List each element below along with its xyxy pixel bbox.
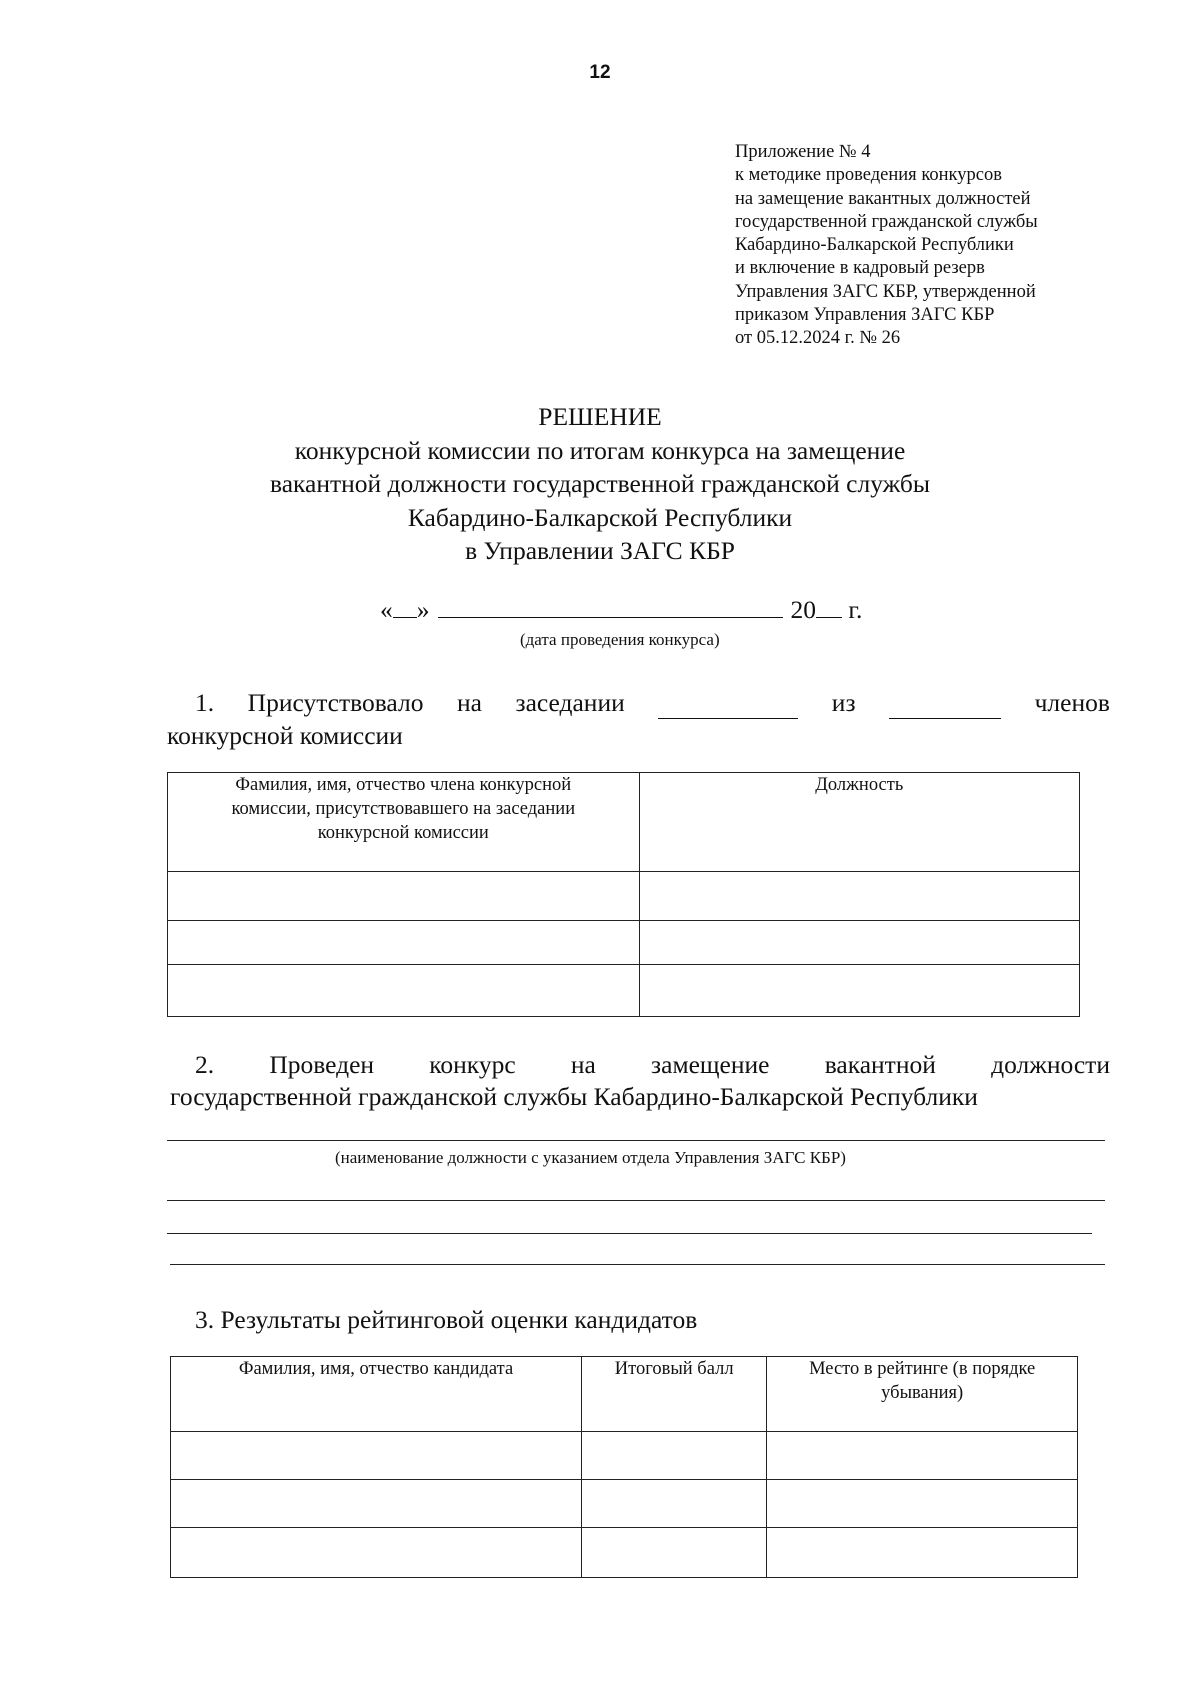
date-line: « » 20 г. bbox=[380, 595, 863, 624]
table-cell[interactable] bbox=[582, 1528, 767, 1578]
section3-heading: 3. Результаты рейтинговой оценки кандидатов bbox=[195, 1305, 698, 1334]
position-caption: (наименование должности с указанием отдела Управления ЗАГС КБР) bbox=[335, 1148, 846, 1167]
table-header-cell: Место в рейтинге (в порядке убывания) bbox=[767, 1357, 1078, 1432]
candidates-rating-table bbox=[170, 1356, 1078, 1578]
table-cell[interactable] bbox=[168, 965, 640, 1017]
appendix-line: Кабардино-Балкарской Республики bbox=[735, 235, 1014, 256]
position-name-line[interactable] bbox=[167, 1200, 1105, 1201]
present-count-blank[interactable] bbox=[658, 688, 798, 719]
section2-line2: государственной гражданской службы Кабардино-Балкарской Республики bbox=[170, 1082, 978, 1111]
table-cell[interactable] bbox=[639, 921, 1079, 965]
page-number: 12 bbox=[589, 62, 611, 83]
table-cell[interactable] bbox=[767, 1432, 1078, 1480]
appendix-block bbox=[735, 141, 1115, 351]
table-cell[interactable] bbox=[767, 1528, 1078, 1578]
table-row bbox=[168, 872, 1080, 921]
section1-line2: конкурсной комиссии bbox=[167, 721, 403, 750]
table-cell[interactable] bbox=[582, 1480, 767, 1528]
appendix-line: приказом Управления ЗАГС КБР bbox=[735, 305, 995, 326]
appendix-line: Управления ЗАГС КБР, утвержденной bbox=[735, 281, 1036, 302]
position-name-line[interactable] bbox=[167, 1140, 1105, 1141]
title-heading: РЕШЕНИЕ bbox=[538, 402, 662, 431]
table-cell[interactable] bbox=[582, 1432, 767, 1480]
table-cell[interactable] bbox=[168, 872, 640, 921]
appendix-line: от 05.12.2024 г. № 26 bbox=[735, 328, 901, 349]
title-line: вакантной должности государственной гражданской службы bbox=[269, 469, 931, 498]
table-header-cell: Фамилия, имя, отчество члена конкурсной комиссии, присутствовавшего на заседании конкурсной комиссии bbox=[168, 773, 640, 872]
section1-line1: 1. Присутствовало на заседании из членов bbox=[195, 688, 1110, 717]
table-row bbox=[168, 921, 1080, 965]
title-line: Кабардино-Балкарской Республики bbox=[407, 502, 793, 532]
appendix-line: к методике проведения конкурсов bbox=[735, 165, 1002, 186]
appendix-line: и включение в кадровый резерв bbox=[735, 258, 985, 279]
table-cell[interactable] bbox=[639, 872, 1079, 921]
table-cell[interactable] bbox=[168, 921, 640, 965]
appendix-line: Приложение № 4 bbox=[735, 142, 871, 162]
table-cell[interactable] bbox=[767, 1480, 1078, 1528]
appendix-line: государственной гражданской службы bbox=[735, 211, 1038, 232]
table-header-cell: Фамилия, имя, отчество кандидата bbox=[171, 1357, 582, 1432]
table-row bbox=[171, 1480, 1078, 1528]
table-cell[interactable] bbox=[639, 965, 1079, 1017]
commission-members-table bbox=[167, 772, 1080, 1017]
table-row bbox=[171, 1432, 1078, 1480]
position-name-line[interactable] bbox=[167, 1233, 1092, 1234]
table-header-row bbox=[171, 1357, 1078, 1432]
appendix-line: на замещение вакантных должностей bbox=[735, 188, 1031, 209]
title-line: конкурсной комиссии по итогам конкурса на замещение bbox=[294, 435, 906, 465]
table-header-cell: Должность bbox=[639, 773, 1079, 872]
document-title bbox=[0, 400, 1200, 568]
table-row bbox=[168, 965, 1080, 1017]
table-cell[interactable] bbox=[171, 1432, 582, 1480]
table-header-cell: Итоговый балл bbox=[582, 1357, 767, 1432]
month-blank[interactable] bbox=[438, 595, 783, 618]
section2-line1: 2. Проведен конкурс на замещение вакантной должности bbox=[195, 1050, 1110, 1079]
total-count-blank[interactable] bbox=[889, 688, 1001, 719]
year-blank[interactable] bbox=[816, 595, 842, 618]
table-row bbox=[171, 1528, 1078, 1578]
table-header-row bbox=[168, 773, 1080, 872]
position-name-line[interactable] bbox=[170, 1264, 1105, 1265]
day-blank[interactable] bbox=[393, 595, 417, 618]
title-line: в Управлении ЗАГС КБР bbox=[465, 536, 735, 565]
table-cell[interactable] bbox=[171, 1480, 582, 1528]
date-caption: (дата проведения конкурса) bbox=[520, 630, 720, 649]
table-cell[interactable] bbox=[171, 1528, 582, 1578]
